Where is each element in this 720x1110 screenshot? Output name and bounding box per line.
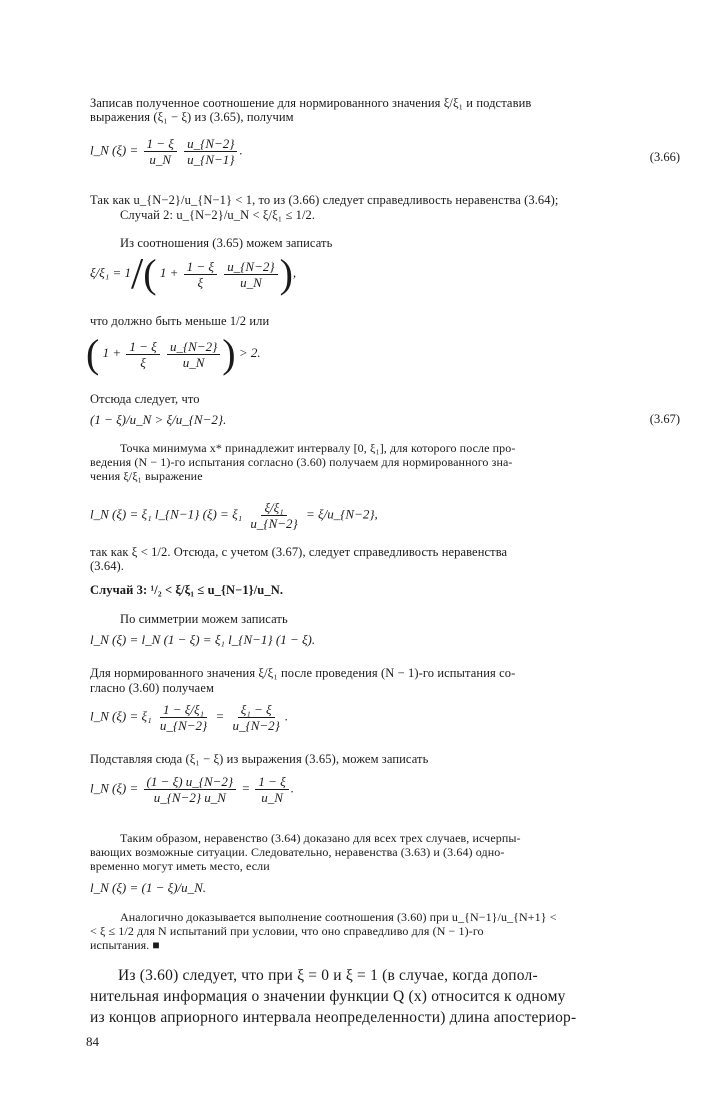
fraction [157, 702, 210, 733]
equation-case-2 [90, 500, 378, 531]
denominator: u_N [240, 274, 262, 290]
text-line: так как ξ < 1/2. Отсюда, с учетом (3.67), следует справедливость неравенства [90, 545, 508, 559]
fraction [255, 774, 288, 805]
equation-lhs: ξ/ξ₁ = 1 [90, 264, 132, 280]
right-paren: ) [222, 331, 236, 376]
text-line: Точка минимума x* принадлежит интервалу [0, ξ₁], для которого после про- [120, 441, 516, 455]
text-line: Для нормированного значения ξ/ξ₁ после проведения (N − 1)-го испытания со- [90, 666, 516, 680]
equation-ratio: ξ/ξ₁ = 1/( 1 + $\frac{1 - \xi}{\xi}$ $\frac{u\_\{N-2\}}{u\_N}$ ), [90, 249, 297, 298]
fraction [144, 136, 177, 167]
numerator: (1 − ξ) u_{N−2} [144, 774, 237, 790]
text-line: что должно быть меньше 1/2 или [90, 314, 270, 328]
text-line: из концов априорного интервала неопределенности) длина апостериор- [90, 1009, 577, 1026]
text-line: нительная информация о значении функции Q (x) относится к одному [90, 988, 566, 1005]
text-line: испытания. ■ [90, 938, 160, 952]
term: > 2. [238, 344, 261, 360]
denominator: u_N [182, 354, 205, 370]
text-line: временно могут иметь место, если [90, 859, 270, 873]
equation-3-67: (1 − ξ)/u_N > ξ/u_{N−2}. [90, 412, 227, 427]
text-line: Из соотношения (3.65) можем записать [120, 236, 333, 250]
case-heading: Случай 3: ¹/₂ < ξ/ξ₁ ≤ u_{N−1}/u_N. [90, 583, 284, 597]
text-line: По симметрии можем записать [120, 612, 288, 626]
text-line: Аналогично доказывается выполнение соотношения (3.60) при u_{N−1}/u_{N+1} < [120, 910, 557, 924]
numerator: ξ₁ − ξ [238, 702, 275, 718]
text-line: Так как u_{N−2}/u_{N−1} < 1, то из (3.66) следует справедливость неравенства (3.64); [90, 193, 559, 207]
text-line: < ξ ≤ 1/2 для N испытаний при условии, что оно справедливо для (N − 1)-го [90, 924, 484, 938]
text-line: Записав полученное соотношение для нормированного значения ξ/ξ₁ и подставив [90, 96, 532, 110]
fraction [224, 259, 277, 290]
term: = ξ/u_{N−2}, [306, 506, 378, 522]
equation-lhs: l_N (ξ) = [90, 142, 139, 158]
denominator: u_{N−2} [232, 718, 280, 733]
text-line: выражения (ξ₁ − ξ) из (3.65), получим [90, 110, 294, 124]
fraction [230, 702, 283, 733]
text-line: чения ξ/ξ₁ выражение [90, 469, 203, 483]
text-line: гласно (3.60) получаем [90, 681, 214, 695]
numerator: u_{N−2} [224, 259, 277, 275]
slash-symbol: / [131, 249, 144, 298]
term: 1 + [102, 344, 122, 360]
numerator: u_{N−2} [167, 339, 220, 355]
denominator: u_{N−2} [250, 516, 298, 531]
numerator: 1 − ξ [126, 339, 159, 355]
denominator: ξ [140, 354, 146, 370]
left-paren: ( [86, 331, 100, 376]
page-number: 84 [86, 1034, 99, 1049]
text-line: ведения (N − 1)-го испытания согласно (3.60) получаем для нормированного зна- [90, 455, 513, 469]
fraction [144, 774, 237, 805]
numerator: 1 − ξ [184, 259, 217, 275]
text-line: (3.64). [90, 559, 125, 573]
denominator: u_N [149, 152, 172, 167]
denominator: ξ [197, 274, 204, 290]
equation-final: l_N (ξ) = (1 − ξ)/u_N. [90, 880, 207, 895]
numerator: ξ/ξ₁ [261, 500, 286, 516]
equation-inequality [86, 331, 261, 376]
text-line: Отсюда следует, что [90, 392, 200, 406]
numerator: u_{N−2} [184, 136, 237, 152]
equation-lhs: l_N (ξ) = ξ₁ [90, 708, 152, 724]
equation-symmetry: l_N (ξ) = l_N (1 − ξ) = ξ₁ l_{N−1} (1 − ξ). [90, 632, 316, 647]
case-heading: Случай 2: u_{N−2}/u_N < ξ/ξ₁ ≤ 1/2. [120, 208, 316, 222]
fraction [247, 500, 300, 531]
left-paren: ( [143, 251, 157, 296]
text-line: Подставляя сюда (ξ₁ − ξ) из выражения (3.65), можем записать [90, 752, 429, 766]
numerator: 1 − ξ [144, 136, 177, 152]
equation-number: (3.67) [649, 412, 680, 426]
equation-case-3: l_N (ξ) = ξ₁ $\frac{\text{1 − ξ/ξ₁}}{u\_\{N-2\}}$ = $\frac{\text{ξ₁ − ξ}}{u\_\{N-2\}}$ . [90, 702, 289, 733]
fraction [167, 339, 220, 370]
right-paren: ) [279, 251, 293, 296]
equation-lhs: l_N (ξ) = [90, 780, 139, 796]
equation-lhs: l_N (ξ) = ξ₁ l_{N−1} (ξ) = ξ₁ [90, 506, 243, 522]
fraction [184, 259, 217, 290]
denominator: u_{N−2} u_N [153, 790, 226, 805]
denominator: u_{N−2} [159, 718, 208, 733]
equation-3-66: l_N (ξ) = $\frac{1 - \xi}{u\_N}$ $\frac{u\_\{N-2\}}{u\_\{N-1\}}$ . [90, 136, 243, 167]
text-line: вающих возможные ситуации. Следовательно, неравенства (3.63) и (3.64) одно- [90, 845, 505, 859]
text-line: Из (3.60) следует, что при ξ = 0 и ξ = 1 (в случае, когда допол- [118, 967, 538, 984]
fraction [184, 136, 237, 167]
numerator: 1 − ξ/ξ₁ [160, 702, 207, 718]
equation-number: (3.66) [649, 150, 680, 164]
equation-substitution: l_N (ξ) = $\frac{(1 - \xi) u\_\{N-2\}}{u\_\{N-2\} u\_N}$ = $\frac{1 - \xi}{u\_N}$ . [90, 774, 294, 805]
fraction [126, 339, 159, 370]
denominator: u_{N−1} [187, 152, 235, 167]
denominator: u_N [261, 790, 283, 805]
text-line: Таким образом, неравенство (3.64) доказано для всех трех случаев, исчерпы- [120, 831, 521, 845]
term: 1 + [159, 264, 179, 280]
numerator: 1 − ξ [255, 774, 288, 790]
